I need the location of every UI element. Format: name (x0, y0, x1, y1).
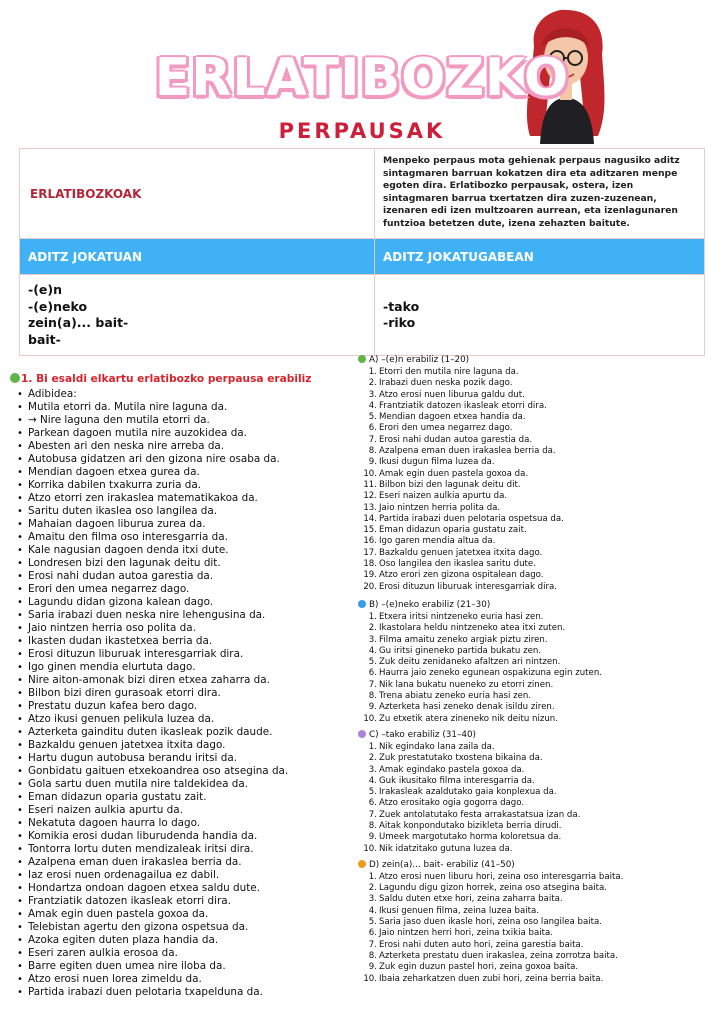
list-item: • Nire aiton-amonak bizi diren etxea zaharra da. (17, 674, 350, 687)
list-item: • Tontorra lortu duten mendizaleak iritsi dira. (17, 843, 350, 856)
list-item: 6. Atzo erositako ogia gogorra dago. (368, 798, 525, 809)
list-item: • Erori den umea negarrez dago. (17, 583, 350, 596)
section-list (358, 742, 718, 855)
list-item: • Londresen bizi den lagunak deitu dit. (17, 557, 350, 570)
section-heading: C) –tako erabiliz (31–40) (358, 729, 718, 741)
exercise-1 (10, 373, 350, 999)
list-item: • Abesten ari den neska nire arreba da. (17, 440, 350, 453)
list-item: 3. Saldu duten etxe hori, zeina zaharra baita. (368, 894, 563, 905)
list-item: 4. Gu iritsi gineneko partida bukatu zen. (368, 645, 542, 656)
list-item: • Igo ginen mendia elurtuta dago. (17, 661, 350, 674)
list-item: 2. Irabazi duen neska pozik dago. (368, 378, 513, 389)
form-item: -(e)n (28, 282, 62, 297)
list-item: 5. Irakasleak azaldutako gaia konplexua da. (368, 787, 557, 798)
list-item: • Eseri zaren aulkia erosoa da. (17, 947, 350, 960)
list-item: • Atzo etorri zen irakaslea matematikakoa da. (17, 492, 350, 505)
list-item: 9. Umeek margotutako horma koloretsua da. (368, 832, 562, 843)
list-item: • Lagundu didan gizona kalean dago. (17, 596, 350, 609)
list-item: 7. Erosi nahi duten auto hori, zeina garestia baita. (368, 939, 584, 950)
exercise-1-heading: 1. Bi esaldi elkartu erlatibozko perpausa erabiliz (10, 373, 350, 385)
list-item: 7. Nik lana bukatu nueneko zu etorri zinen. (368, 679, 554, 690)
list-item: 9. Azterketa hasi zeneko denak isildu ziren. (368, 702, 555, 713)
list-item: • Adibidea: (17, 388, 350, 401)
section-heading: B) –(e)neko erabiliz (21–30) (358, 599, 718, 611)
list-item: • Prestatu duzun kafea bero dago. (17, 700, 350, 713)
list-item: • Gonbidatu gaituen etxekoandrea oso atsegina da. (17, 765, 350, 778)
list-item: • Bazkaldu genuen jatetxea itxita dago. (17, 739, 350, 752)
list-item: • Hondartza ondoan dagoen etxea saldu dute. (17, 882, 350, 895)
list-item: 10. Nik idatzitako gutuna luzea da. (363, 843, 513, 854)
list-item: • Atzo ikusi genuen pelikula luzea da. (17, 713, 350, 726)
section-heading: A) –(e)n erabiliz (1–20) (358, 354, 718, 366)
section-heading: D) zein(a)... bait- erabiliz (41–50) (358, 859, 718, 871)
list-item: 5. Mendian dagoen etxea handia da. (368, 412, 526, 423)
list-item: • Erosi dituzun liburuak interesgarriak dira. (17, 648, 350, 661)
list-item: 10. Amak egin duen pastela goxoa da. (363, 468, 529, 479)
table-row (20, 239, 705, 275)
list-item: • Bilbon bizi diren gurasoak etorri dira. (17, 687, 350, 700)
list-item: 2. Ikastolara heldu nintzeneko atea itxi zuten. (368, 623, 566, 634)
bullet-dot-icon (358, 600, 366, 608)
list-item: 12. Eseri naizen aulkia apurtu da. (363, 491, 508, 502)
answer-section (358, 859, 718, 985)
list-item: • Azoka egiten duten plaza handia da. (17, 934, 350, 947)
list-item: • Parkean dagoen mutila nire auzokidea da. (17, 427, 350, 440)
bullet-dot-icon (358, 730, 366, 738)
form-item: -(e)neko (28, 298, 88, 314)
bullet-dot-icon (358, 860, 366, 868)
list-item: • Ikasten dudan ikastetxea berria da. (17, 635, 350, 648)
list-item: • Azterketa gainditu duten ikasleak pozik daude. (17, 726, 350, 739)
list-item: • Mutila etorri da. Mutila nire laguna da. (17, 401, 350, 414)
list-item: 15. Eman didazun oparia gustatu zait. (363, 525, 527, 536)
list-item: • Frantziatik datozen ikasleak etorri dira. (17, 895, 350, 908)
list-item: • Amaitu den filma oso interesgarria da. (17, 531, 350, 544)
list-item: 4. Frantziatik datozen ikasleak etorri dira. (368, 400, 547, 411)
list-item: 6. Haurra jaio zeneko egunean ospakizuna egin zuten. (368, 668, 603, 679)
definition-text: Menpeko perpaus mota gehienak perpaus nagusiko aditz sintagmaren barruan kokatzen dira eta aditzaren menpe egoten dira. Erlatibozko perpausak, ostera, izen sintagmaren barrua txertatzen dira zuzen-zuzenean, izenaren edi izen multzoaren aurrean, eta izenlagunaren funtzioa betetzen dute, izena zehazten baitute. (375, 149, 705, 239)
list-item: 10. Zu etxetik atera zineneko nik deitu nizun. (363, 713, 558, 724)
answer-section (358, 354, 718, 593)
header-band (0, 0, 724, 150)
list-item: • Komikia erosi dudan liburudenda handia da. (17, 830, 350, 843)
list-item: 3. Atzo erosi nuen liburua galdu dut. (368, 389, 525, 400)
table-row (20, 275, 705, 356)
summary-table (19, 148, 705, 356)
list-item: • Azalpena eman duen irakaslea berria da. (17, 856, 350, 869)
list-item: 4. Ikusi genuen filma, zeina luzea baita. (368, 905, 540, 916)
bullet-dot-icon (358, 355, 366, 363)
table-row (20, 149, 705, 239)
list-item: 7. Zuek antolatutako festa arrakastatsua izan da. (368, 809, 581, 820)
erlatibozkoak-label: ERLATIBOZKOAK (20, 149, 375, 239)
list-item: • Amak egin duen pastela goxoa da. (17, 908, 350, 921)
list-item: • Iaz erosi nuen ordenagailua ez dabil. (17, 869, 350, 882)
green-dot-icon (10, 373, 20, 383)
answer-section (358, 729, 718, 855)
list-item: • Partida irabazi duen pelotaria txapelduna da. (17, 986, 350, 999)
jokatugabean-forms (375, 275, 705, 356)
list-item: 1. Etorri den mutila nire laguna da. (368, 367, 519, 377)
form-item: -tako (383, 298, 420, 314)
section-list (358, 367, 718, 593)
answer-sections (358, 354, 718, 989)
list-item: 16. Igo garen mendia altua da. (363, 536, 496, 547)
list-item: 1. Nik egindako lana zaila da. (368, 741, 495, 752)
list-item: 18. Oso langilea den ikaslea saritu dute. (363, 559, 536, 570)
list-item: 6. Jaio nintzen herri hori, zeina txikia baita. (368, 928, 553, 939)
form-item: zein(a)... bait- (28, 315, 129, 330)
list-item: 2. Lagundu digu gizon horrek, zeina oso atsegina baita. (368, 883, 607, 894)
exercise-1-list (10, 388, 350, 999)
jokatuan-forms (20, 275, 375, 356)
column-header-jokatuan: ADITZ JOKATUAN (20, 239, 375, 275)
list-item: 8. Azalpena eman duen irakaslea berria da. (368, 446, 556, 457)
list-item: • Mahaian dagoen liburua zurea da. (17, 518, 350, 531)
form-item: -riko (383, 315, 416, 330)
answer-section (358, 599, 718, 725)
list-item: • Erosi nahi dudan autoa garestia da. (17, 570, 350, 583)
page-title: ERLATIBOZKO (154, 48, 570, 108)
list-item: 4. Guk ikusitako filma interesgarria da. (368, 775, 535, 786)
form-item: bait- (28, 331, 61, 347)
list-item: 17. Bazkaldu genuen jatetxea itxita dago. (363, 547, 543, 558)
list-item: • Barre egiten duen umea nire iloba da. (17, 960, 350, 973)
page-subtitle: PERPAUSAK (278, 119, 446, 143)
list-item: • Jaio nintzen herria oso polita da. (17, 622, 350, 635)
list-item: 2. Zuk prestatutako txostena bikaina da. (368, 753, 543, 764)
section-list (358, 872, 718, 985)
list-item: 1. Atzo erosi nuen liburu hori, zeina oso interesgarria baita. (368, 871, 624, 882)
list-item: 3. Filma amaitu zeneko argiak piztu ziren. (368, 634, 548, 645)
list-item: 9. Zuk egin duzun pastel hori, zeina goxoa baita. (368, 962, 579, 973)
list-item: 8. Aitak konpondutako bizikleta berria dirudi. (368, 820, 562, 831)
list-item: • Saria irabazi duen neska nire lehengusina da. (17, 609, 350, 622)
list-item: • Eseri naizen aulkia apurtu da. (17, 804, 350, 817)
list-item: 20. Erosi dituzun liburuak interesgarriak dira. (363, 581, 558, 592)
list-item: 11. Bilbon bizi den lagunak deitu dit. (363, 479, 521, 490)
list-item: • Kale nagusian dagoen denda itxi dute. (17, 544, 350, 557)
list-item: 10. Ibaia zeharkatzen duen zubi hori, zeina berria baita. (363, 973, 604, 984)
list-item: 5. Saria jaso duen ikasle hori, zeina oso langilea baita. (368, 917, 603, 928)
list-item: 5. Zuk deitu zenidaneko afaltzen ari nintzen. (368, 657, 561, 668)
list-item: • → Nire laguna den mutila etorri da. (17, 414, 350, 427)
list-item: • Eman didazun oparia gustatu zait. (17, 791, 350, 804)
list-item: 3. Amak egindako pastela goxoa da. (368, 764, 525, 775)
section-list (358, 612, 718, 725)
list-item: 13. Jaio nintzen herria polita da. (363, 502, 501, 513)
list-item: • Atzo erosi nuen lorea zimeldu da. (17, 973, 350, 986)
list-item: 8. Azterketa prestatu duen irakaslea, zeina zorrotza baita. (368, 950, 618, 961)
column-header-jokatugabean: ADITZ JOKATUGABEAN (375, 239, 705, 275)
list-item: • Hartu dugun autobusa berandu iritsi da. (17, 752, 350, 765)
list-item: • Autobusa gidatzen ari den gizona nire osaba da. (17, 453, 350, 466)
list-item: • Nekatuta dagoen haurra lo dago. (17, 817, 350, 830)
list-item: 19. Atzo erori zen gizona ospitalean dago. (363, 570, 544, 581)
list-item: • Telebistan agertu den gizona ospetsua da. (17, 921, 350, 934)
list-item: 14. Partida irabazi duen pelotaria ospetsua da. (363, 513, 564, 524)
list-item: 8. Trena abiatu zeneko euria hasi zen. (368, 691, 532, 702)
list-item: • Saritu duten ikaslea oso langilea da. (17, 505, 350, 518)
list-item: • Mendian dagoen etxea gurea da. (17, 466, 350, 479)
list-item: 1. Etxera iritsi nintzeneko euria hasi zen. (368, 611, 544, 622)
list-item: • Gola sartu duen mutila nire taldekidea da. (17, 778, 350, 791)
list-item: • Korrika dabilen txakurra zuria da. (17, 479, 350, 492)
list-item: 7. Erosi nahi dudan autoa garestia da. (368, 434, 533, 445)
list-item: 6. Erori den umea negarrez dago. (368, 423, 513, 434)
list-item: 9. Ikusi dugun filma luzea da. (368, 457, 495, 468)
